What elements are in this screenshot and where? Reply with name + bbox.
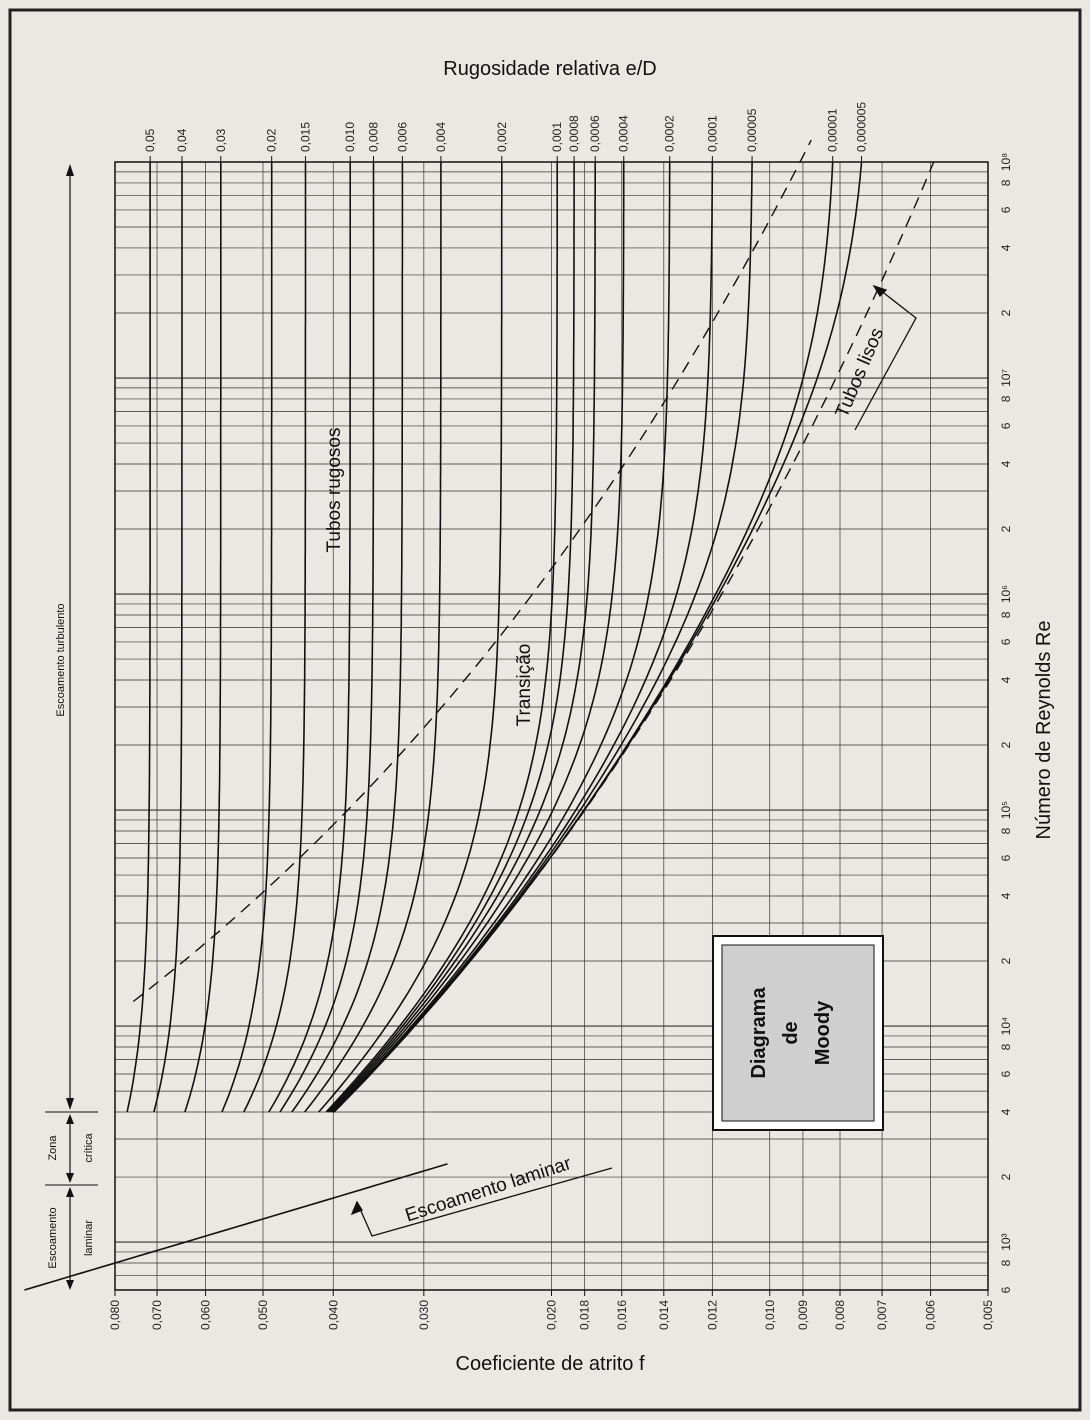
region-laminar-2: laminar: [83, 1219, 95, 1257]
roughness-label: 0,0002: [662, 115, 677, 152]
roughness-label: 0,00001: [825, 108, 840, 152]
x-tick-label: 0,018: [577, 1300, 592, 1331]
y-tick-label: 8: [999, 1043, 1013, 1051]
x-tick-label: 0,040: [326, 1300, 341, 1331]
y-tick-label: 6: [999, 638, 1013, 646]
moody-box-line1: Diagrama: [748, 987, 770, 1079]
x-tick-label: 0,012: [705, 1300, 720, 1331]
annotation-rough-pipes: Tubos rugosos: [324, 427, 345, 553]
y-tick-label: 2: [999, 957, 1013, 965]
roughness-label: 0,006: [395, 121, 410, 152]
roughness-label: 0,00005: [745, 108, 760, 152]
roughness-label: 0,001: [550, 121, 565, 152]
y-tick-label: 10⁸: [999, 152, 1013, 172]
roughness-label: 0,02: [264, 128, 279, 152]
region-turbulent: Escoamento turbulento: [55, 603, 67, 717]
y-tick-label: 2: [999, 741, 1013, 749]
region-critical-1: Zona: [47, 1135, 59, 1161]
y-tick-label: 4: [999, 244, 1013, 252]
y-tick-label: 2: [999, 525, 1013, 533]
roughness-label: 0,0006: [588, 115, 603, 152]
x-tick-label: 0,014: [656, 1300, 671, 1331]
y-tick-label: 8: [999, 395, 1013, 403]
roughness-label: 0,0001: [705, 115, 720, 152]
y-tick-label: 6: [999, 854, 1013, 862]
roughness-label: 0,010: [343, 121, 358, 152]
x-axis-title: Coeficiente de atrito f: [455, 1353, 645, 1375]
x-tick-label: 0,030: [416, 1300, 431, 1331]
y-tick-label: 4: [999, 676, 1013, 684]
x-tick-label: 0,009: [795, 1300, 810, 1331]
y-tick-label: 10⁴: [999, 1016, 1013, 1036]
roughness-label: 0,004: [433, 121, 448, 152]
y-tick-label: 10⁶: [999, 584, 1013, 604]
roughness-label: 0,0008: [567, 115, 582, 152]
y-axis-title: Número de Reynolds Re: [1033, 620, 1055, 840]
roughness-label: 0,002: [494, 121, 509, 152]
y-tick-label: 6: [999, 422, 1013, 430]
x-tick-label: 0,070: [150, 1300, 165, 1331]
y-tick-label: 10⁷: [999, 369, 1013, 387]
y-tick-label: 2: [999, 309, 1013, 317]
y-tick-label: 2: [999, 1173, 1013, 1181]
x-tick-label: 0,006: [923, 1300, 938, 1331]
roughness-label: 0,03: [213, 128, 228, 152]
region-laminar-1: Escoamento: [47, 1207, 59, 1269]
roughness-axis-title: Rugosidade relativa e/D: [443, 58, 657, 80]
x-tick-label: 0,007: [875, 1300, 890, 1331]
y-tick-label: 6: [999, 1070, 1013, 1078]
y-tick-label: 10⁵: [999, 800, 1013, 820]
y-tick-label: 8: [999, 179, 1013, 187]
y-tick-label: 4: [999, 892, 1013, 900]
y-tick-label: 4: [999, 1108, 1013, 1116]
y-tick-label: 6: [999, 1286, 1013, 1294]
region-critical-2: crítica: [83, 1133, 95, 1163]
y-tick-label: 8: [999, 827, 1013, 835]
moody-box-line3: Moody: [812, 1000, 834, 1066]
moody-title-box: [713, 936, 883, 1130]
x-tick-label: 0,010: [762, 1300, 777, 1331]
roughness-label: 0,008: [366, 121, 381, 152]
roughness-label: 0,000005: [854, 101, 869, 152]
roughness-label: 0,015: [298, 121, 313, 152]
x-tick-label: 0,008: [833, 1300, 848, 1331]
moody-box-line2: de: [780, 1021, 802, 1045]
annotation-smooth-pipes: Tubos lisos: [831, 324, 889, 421]
x-tick-label: 0,060: [198, 1300, 213, 1331]
y-tick-label: 8: [999, 1259, 1013, 1267]
roughness-label: 0,0004: [616, 115, 631, 152]
roughness-label: 0,05: [143, 128, 158, 153]
x-tick-label: 0,050: [255, 1300, 270, 1331]
x-tick-label: 0,016: [614, 1300, 629, 1331]
y-tick-label: 4: [999, 460, 1013, 468]
y-tick-label: 6: [999, 206, 1013, 214]
roughness-label: 0,04: [174, 128, 189, 152]
x-tick-label: 0,080: [108, 1300, 122, 1331]
annotation-transition: Transição: [514, 643, 535, 727]
x-tick-label: 0,005: [981, 1300, 995, 1331]
annotation-laminar-flow: Escoamento laminar: [402, 1153, 574, 1227]
y-tick-label: 10³: [999, 1233, 1013, 1251]
y-tick-label: 8: [999, 611, 1013, 619]
x-tick-label: 0,020: [544, 1300, 559, 1331]
